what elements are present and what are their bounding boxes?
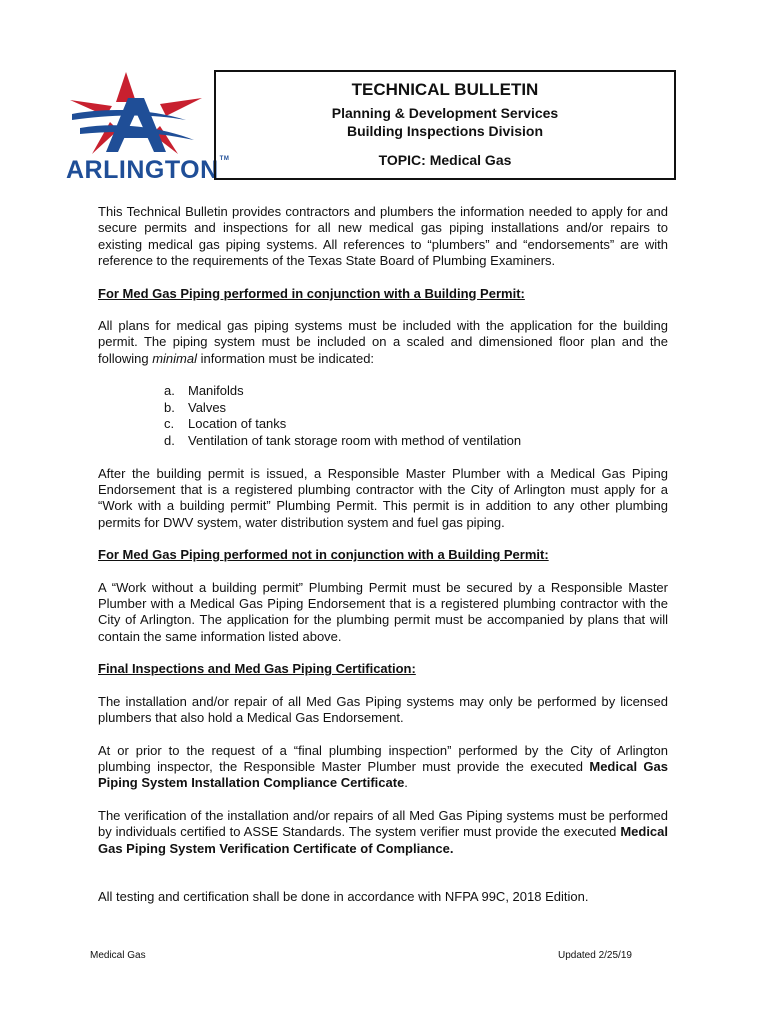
logo-wordmark: ARLINGTON™ [66, 156, 230, 184]
division-line: Building Inspections Division [346, 123, 543, 139]
section-heading-final-inspections: Final Inspections and Med Gas Piping Certification: [98, 661, 416, 677]
plans-paragraph: All plans for medical gas piping systems must be included with the application for the building permit. The piping system must be included on a scaled and dimensioned floor plan and the following minimal information must be indicated: [98, 318, 668, 366]
licensed-plumbers-paragraph: The installation and/or repair of all Med Gas Piping systems may only be performed by licensed plumbers that also hold a Medical Gas Endorsement. [98, 693, 668, 726]
intro-paragraph: This Technical Bulletin provides contractors and plumbers the information needed to apply for and secure permits and inspections for all new medical gas piping installations and/or repairs to existing medical gas piping systems. All references to “plumbers” and “endorsements” are with reference to the requirements of the Texas State Board of Plumbing Examiners. [98, 204, 668, 269]
required-info-list [98, 383, 668, 449]
verification-paragraph: The verification of the installation and/or repairs of all Med Gas Piping systems must be performed by individuals certified to ASSE Standards. The system verifier must provide the executed Medical Gas Piping System Verification Certificate of Compliance. [98, 807, 668, 856]
star-emblem-icon [66, 68, 206, 158]
final-inspection-paragraph: At or prior to the request of a “final plumbing inspection” performed by the City of Arlington plumbing inspector, the Responsible Master Plumber must provide the executed Medical Gas Piping System Installation Compliance Certificate. [98, 742, 668, 791]
permit-issued-paragraph: After the building permit is issued, a Responsible Master Plumber with a Medical Gas Piping Endorsement that is a registered plumbing contractor with the City of Arlington must apply for a “Work with a building permit” Plumbing Permit. This permit is in addition to any other plumbing permits for DWV system, water distribution system and fuel gas piping. [98, 465, 668, 530]
section-heading-without-permit: For Med Gas Piping performed not in conjunction with a Building Permit: [98, 547, 549, 563]
list-item: a. Manifolds [164, 383, 244, 399]
arlington-logo [66, 68, 230, 188]
bulletin-body [98, 204, 668, 905]
section-heading-with-permit: For Med Gas Piping performed in conjunction with a Building Permit: [98, 285, 525, 301]
footer-updated-date: Updated 2/25/19 [558, 950, 632, 961]
topic-line: TOPIC: Medical Gas [378, 152, 512, 168]
bulletin-header [214, 70, 676, 180]
list-item: c. Location of tanks [164, 416, 287, 432]
footer-label: Medical Gas [90, 950, 146, 961]
trademark-mark: TM [219, 156, 230, 162]
closing-paragraph: All testing and certification shall be done in accordance with NFPA 99C, 2018 Edition. [98, 888, 589, 904]
list-item: b. Valves [164, 399, 227, 415]
department-line: Planning & Development Services [331, 105, 559, 121]
work-without-permit-paragraph: A “Work without a building permit” Plumbing Permit must be secured by a Responsible Master Plumber with a Medical Gas Piping Endorsement that is a registered plumbing contractor with the City of Arlington. The application for the plumbing permit must be accompanied by plans that will contain the same information listed above. [98, 579, 668, 644]
list-item: d. Ventilation of tank storage room with method of ventilation [164, 433, 522, 449]
bulletin-title: TECHNICAL BULLETIN [351, 80, 539, 99]
